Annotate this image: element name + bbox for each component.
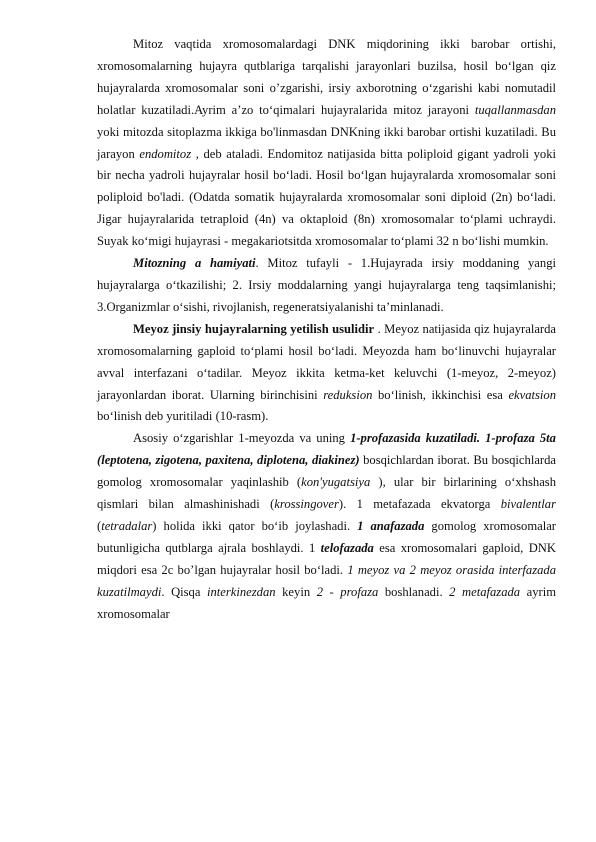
text-run-italic: endomitoz <box>139 146 192 161</box>
text-run: bo‘linish deb yuritiladi (10-rasm). <box>97 409 269 424</box>
text-run-italic: 2 metafazada <box>449 584 521 599</box>
text-run-italic: 1 meyoz va 2 meyoz orasida interfazada kuzatilmaydi <box>97 562 556 599</box>
text-run-bold-italic: Mitozning a hamiyati <box>133 256 256 271</box>
text-run-italic: interkinezdan <box>207 584 276 599</box>
text-run: ), ular bir birlarining o‘xhshash qismlari bilan almashinishadi ( <box>97 475 556 512</box>
text-run-italic: reduksion <box>323 387 373 402</box>
paragraph-meiosis-intro <box>97 319 556 429</box>
text-run: ). 1 metafazada ekvatorga <box>338 497 501 512</box>
text-run-bold: Meyoz jinsiy hujayralarning yetilish usulidir <box>133 321 375 336</box>
text-run: . Mitoz tufayli - 1.Hujayrada irsiy moddaning yangi hujayralarga o‘tkazilishi; 2. Irsiy moddalarning yangi hujayralarga teng taqsimlanishi; 3.Organizmlar o‘sishi, rivojlanish, regeneratsiyalanishi ta’minlanadi. <box>97 256 556 314</box>
text-run-italic: tetradalar <box>101 518 153 533</box>
text-run: boshlanadi. <box>378 584 450 599</box>
text-run-italic: kon'yugatsiya <box>301 475 371 490</box>
paragraph-mitosis-anomalies <box>97 34 556 253</box>
text-run-italic: tuqallanmasdan <box>474 102 556 117</box>
text-run: Asosiy o‘zgarishlar 1-meyozda va uning <box>133 431 351 446</box>
text-run: ) holida ikki qator bo‘ib joylashadi. <box>152 518 358 533</box>
text-run: . Meyoz natijasida qiz hujayralarda xromosomalarning gaploid to‘plami hosil bo‘ladi. Meyozda ham bo‘linuvchi hujayralar avval interfazani o‘tadilar. Meyoz ikkita ketma-ket keluvchi (1-meyoz, 2-meyoz) jarayonlardan iborat. Ularning birinchisini <box>97 321 556 402</box>
text-run-italic: krossingover <box>274 497 339 512</box>
text-run: , deb ataladi. Endomitoz natijasida bitta poliploid gigant yadroli yoki bir necha yadroli hujayralar hosil bo‘ladi. Hosil bo‘lgan hujayralarda xromosomalar soni poliploid bo'ladi. (Odatda somatik hujayralarda xromosomalar soni diploid (2n) bo‘ladi. Jigar hujayralarida tetraploid (4n) va oktaploid (8n) xromosomalar to‘plami uchraydi. Suyak ko‘migi hujayrasi - megakariotsitda xromosomalar to‘plami 32 n bo‘lishi mumkin. <box>97 146 556 249</box>
text-run: Mitoz vaqtida xromosomalardagi DNK miqdorining ikki barobar ortishi, xromosomalarning hujayra qutblariga tarqalishi jarayonlari buzilsa, hosil bo‘lgan qiz hujayralarda xromosomalar soni o’zgarishi, irsiy axborotning o‘zgarishi kabi nomutadil holatlar kuzatiladi.Ayrim a’zo to‘qimalari hujayralarida mitoz jarayoni <box>97 37 556 117</box>
text-run-italic: ekvatsion <box>508 387 556 402</box>
text-run: keyin <box>275 584 317 599</box>
text-run: . Qisqa <box>161 584 208 599</box>
text-run: gomolog xromosomalar butunligicha qutblarga ajrala boshlaydi. 1 <box>97 518 556 555</box>
paragraph-meiosis-stages <box>97 428 556 625</box>
document-body <box>97 34 556 625</box>
text-run-bold-italic: telofazada <box>320 540 374 555</box>
text-run-bold-italic: 1-profazasida kuzatiladi. 1-profaza 5ta (leptotena, zigotena, paxitena, diplotena, diakinez) <box>97 431 556 468</box>
text-run: ( <box>97 518 102 533</box>
text-run-bold-italic: 1 anafazada <box>357 518 425 533</box>
text-run-italic: bivalentlar <box>500 497 556 512</box>
text-run: bosqichlardan iborat. Bu bosqichlarda gomolog xromosomalar yaqinlashib ( <box>97 453 556 490</box>
text-run: bo‘linish, ikkinchisi esa <box>372 387 509 402</box>
text-run-italic: 2 - profaza <box>316 584 379 599</box>
text-run: esa xromosomalari gaploid, DNK miqdori esa 2c bo’lgan hujayralar hosil bo‘ladi. <box>97 540 556 577</box>
text-run: yoki mitozda sitoplazma ikkiga bo'linmasdan DNKning ikki barobar ortishi kuzatiladi. Bu jarayon <box>97 124 556 161</box>
paragraph-mitosis-importance <box>97 253 556 319</box>
text-run: ayrim xromosomalar <box>97 584 557 621</box>
